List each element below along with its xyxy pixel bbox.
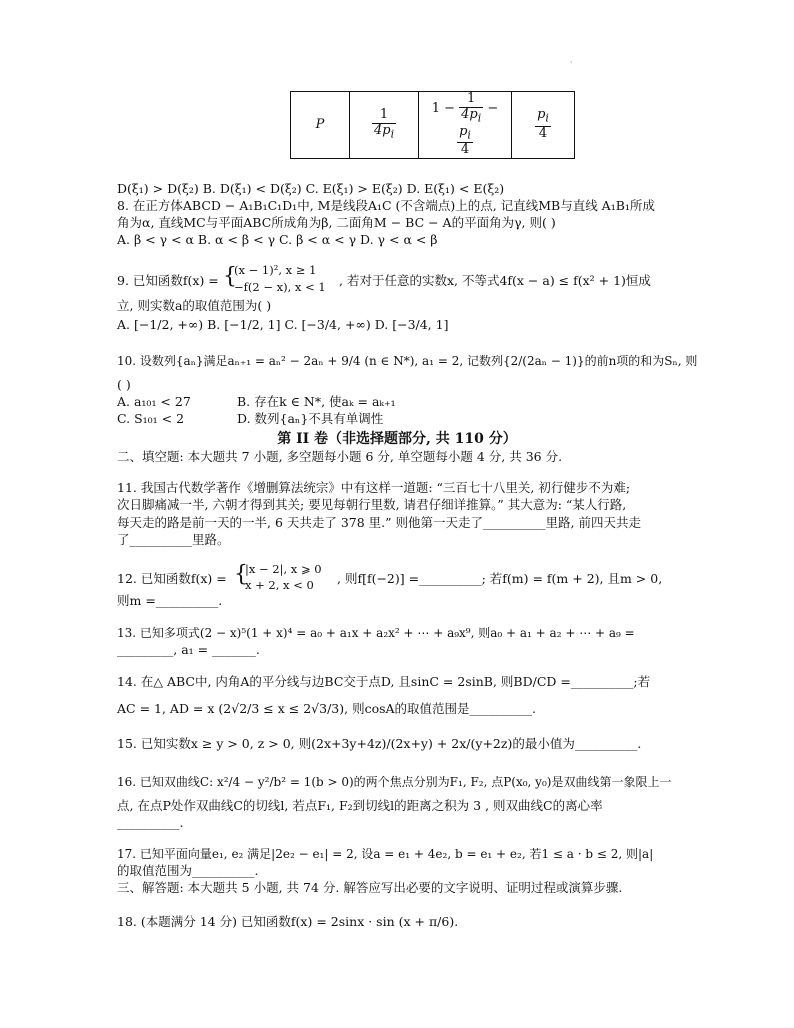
q9-case1: (x − 1)², x ≥ 1	[234, 263, 317, 277]
q16-line2: 点, 在点P处作双曲线C的切线l, 若点F₁, F₂到切线l的距离之积为 3 , 则双曲线C的离心率	[117, 798, 603, 813]
q11-line3: 每天走的路是前一天的一半, 6 天共走了 378 里.” 则他第一天走了__________里路, 前四天共走	[117, 515, 641, 530]
q15-line1: 15. 已知实数x ≥ y > 0, z > 0, 则(2x+3y+4z)/(2x+y) + 2x/(y+2z)的最小值为__________.	[117, 736, 642, 751]
q12-case1: |x − 2|, x ⩾ 0	[245, 562, 322, 576]
q8-options: A. β < γ < α B. α < β < γ C. β < α < γ D. γ < α < β	[117, 232, 438, 247]
q9-case2: −f(2 − x), x < 1	[234, 280, 326, 294]
probability-table	[290, 91, 575, 159]
q16-line1: 16. 已知双曲线C: x²/4 − y²/b² = 1(b > 0)的两个焦点分别为F₁, F₂, 点P(x₀, y₀)是双曲线第一象限上一	[117, 775, 672, 789]
table-row	[291, 92, 575, 159]
fraction: $\frac{1}{4p_i}$	[461, 91, 482, 125]
q12-line2: 则m =__________.	[117, 593, 223, 608]
q9-prefix: 9. 已知函数f(x) =	[117, 273, 219, 288]
table-cell-3	[512, 92, 575, 159]
q9-line1	[117, 260, 677, 300]
q10-line1: 10. 设数列{aₙ}满足aₙ₊₁ = aₙ² − 2aₙ + 9/4 (n ∈ N*), a₁ = 2, 记数列{2/(2aₙ − 1)}的前n项的和为Sₙ, 则	[117, 354, 698, 368]
q13-line2: _________, a₁ = _______.	[117, 642, 260, 657]
q14-line1: 14. 在△ ABC中, 内角A的平分线与边BC交于点D, 且sinC = 2sinB, 则BD/CD =__________;若	[117, 674, 651, 689]
q10-options-ab	[117, 393, 677, 411]
q10-option-b: B. 存在k ∈ N*, 使aₖ = aₖ₊₁	[237, 394, 396, 409]
q17-line1: 17. 已知平面向量e₁, e₂ 满足|2e₂ − e₁| = 2, 设a = e₁ + 4e₂, b = e₁ + e₂, 若1 ≤ a · b ≤ 2, 则|a|	[117, 847, 654, 861]
q9-suffix: , 若对于任意的实数x, 不等式4f(x − a) ≤ f(x² + 1)恒成	[339, 273, 651, 288]
q8-line2: 角为α, 直线MC与平面ABC所成角为β, 二面角M − BC − A的平面角为γ, 则( )	[117, 215, 556, 230]
q10-option-a: A. a₁₀₁ < 27	[117, 394, 191, 409]
q10-option-d: D. 数列{aₙ}不具有单调性	[237, 411, 384, 426]
q12-case2: x + 2, x < 0	[245, 578, 314, 592]
q9-line2: 立, 则实数a的取值范围为( )	[117, 298, 272, 313]
q7-options: D(ξ₁) > D(ξ₂) B. D(ξ₁) < D(ξ₂) C. E(ξ₁) > E(ξ₂) D. E(ξ₁) < E(ξ₂)	[117, 181, 505, 196]
table-cell-2: 1 − $\frac{1}{4p_i}$ − $\frac{p_i}{4}$	[419, 92, 512, 159]
fraction: $\frac{p_i}{4}$	[537, 107, 549, 141]
part2-heading: 二、填空题: 本大题共 7 小题, 多空题每小题 6 分, 单空题每小题 4 分, 共 36 分.	[117, 449, 563, 464]
q18-line1: 18. (本题满分 14 分) 已知函数f(x) = 2sinx · sin (x + π/6).	[117, 914, 459, 929]
q8-line1: 8. 在正方体ABCD − A₁B₁C₁D₁中, M是线段A₁C (不含端点)上的点, 记直线MB与直线 A₁B₁所成	[117, 198, 655, 213]
q12-suffix: , 则f[f(−2)] =__________; 若f(m) = f(m + 2), 且m > 0,	[337, 571, 663, 586]
scan-dot: ·	[570, 58, 573, 67]
q12-prefix: 12. 已知函数f(x) =	[117, 571, 227, 586]
q14-line2: AC = 1, AD = x (2√2/3 ≤ x ≤ 2√3/3), 则cosA的取值范围是__________.	[117, 701, 537, 716]
q10-option-c: C. S₁₀₁ < 2	[117, 411, 185, 426]
q10-options-cd	[117, 410, 677, 428]
q16-line3: __________.	[117, 815, 184, 830]
q13-line1: 13. 已知多项式(2 − x)⁵(1 + x)⁴ = a₀ + a₁x + a₂x² + ⋯ + a₉x⁹, 则a₀ + a₁ + a₂ + ⋯ + a₉ =	[117, 626, 635, 640]
q9-options: A. [−1/2, +∞) B. [−1/2, 1] C. [−3/4, +∞) D. [−3/4, 1]	[117, 317, 449, 332]
table-cell-1	[350, 92, 419, 159]
brace-icon: {	[234, 562, 248, 587]
part3-heading: 三、解答题: 本大题共 5 小题, 共 74 分. 解答应写出必要的文字说明、证明过程或演算步骤.	[117, 880, 623, 895]
table-cell-label: P	[291, 92, 350, 159]
q11-line2: 次日脚痛减一半, 六朝才得到其关; 要见每朝行里数, 请君仔细详推算。” 其大意为: “某人行路,	[117, 497, 627, 512]
section-title: 第 II 卷（非选择题部分, 共 110 分）	[277, 431, 517, 447]
q11-line4: 了__________里路。	[117, 532, 230, 547]
q10-paren: ( )	[117, 377, 131, 392]
q17-line2: 的取值范围为__________.	[117, 863, 259, 878]
q11-line1: 11. 我国古代数学著作《增删算法统宗》中有这样一道题: “三百七十八里关, 初行健步不为难;	[117, 480, 631, 495]
brace-icon: {	[223, 264, 237, 289]
fraction: $\frac{1}{4p_i}$	[373, 107, 395, 142]
fraction: $\frac{p_i}{4}$	[459, 123, 471, 157]
